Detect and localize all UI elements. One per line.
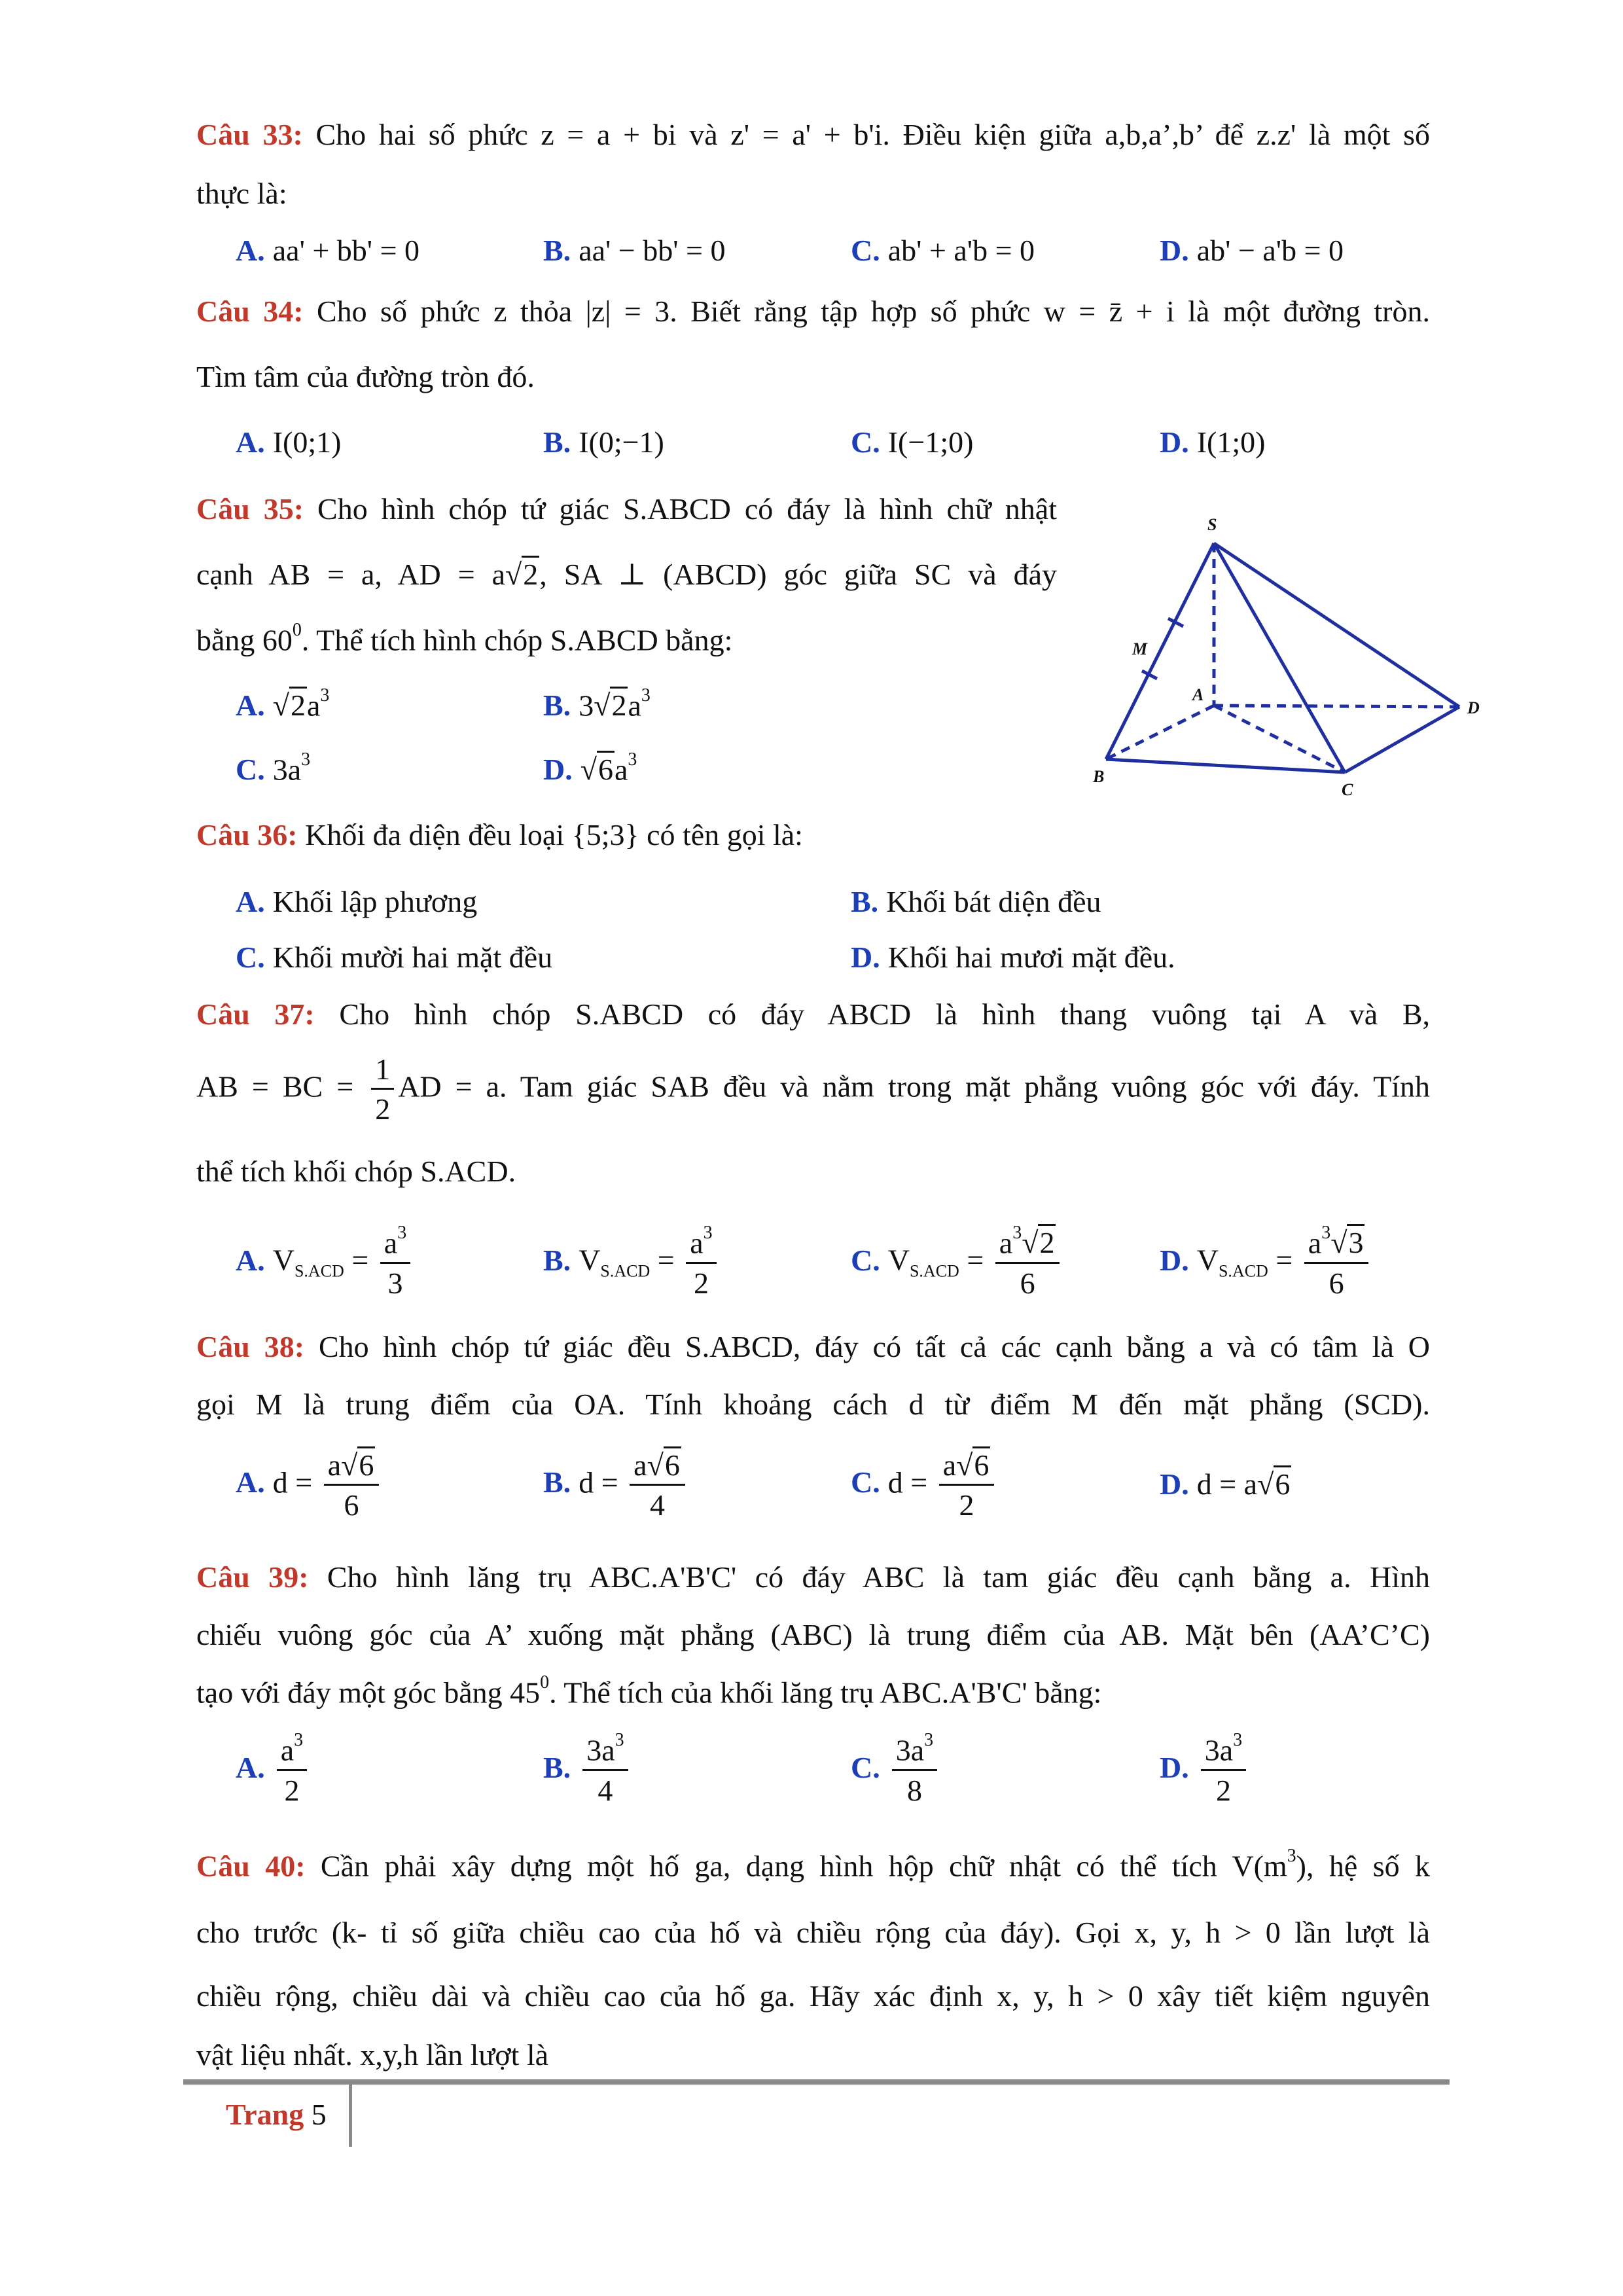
q34-line2: Tìm tâm của đường tròn đó. [196, 360, 535, 393]
edge-SB [1106, 543, 1214, 759]
q33-option-d: D. ab' − a'b = 0 [1160, 234, 1344, 267]
label-M: M [1132, 639, 1148, 658]
q34-formula-abs: |z| = 3 [585, 295, 670, 328]
q33-option-c: C. ab' + a'b = 0 [851, 234, 1035, 267]
q38-option-c: C. d = $\frac{a√6}{2}$ [851, 1450, 998, 1522]
q34-formula-w: w = z̄ + i [1043, 295, 1175, 328]
page-footer [226, 2097, 327, 2132]
q38-label: Câu 38: [196, 1330, 305, 1363]
q37-option-d: D. $V_{S.ACD}$ = $\frac{a^3√3}{6}$ [1160, 1227, 1372, 1299]
footer-rule [183, 2079, 1450, 2085]
q36-option-d: D. Khối hai mươi mặt đều. [851, 941, 1175, 974]
q38-option-b: B. d = $\frac{a√6}{4}$ [543, 1450, 689, 1522]
q36-line1: Câu 36: Khối đa diện đều loại {5;3} có tên gọi là: [196, 818, 803, 852]
page-number: 5 [311, 2098, 327, 2131]
q39-line3: tạo với đáy một góc bằng $45^0$. Thể tích của khối lăng trụ ABC.A'B'C' bằng: [196, 1672, 1102, 1710]
edge-AB [1106, 706, 1214, 759]
q39-label: Câu 39: [196, 1560, 309, 1594]
edge-CD [1345, 707, 1459, 772]
q40-line1: Câu 40: Cần phải xây dựng một hố ga, dạng hình hộp chữ nhật có thể tích $V(m^3)$, hệ số k [196, 1846, 1430, 1883]
q34-option-b: B. I(0;−1) [543, 425, 664, 459]
q37-option-c: C. $V_{S.ACD}$ = $\frac{a^3√2}{6}$ [851, 1227, 1063, 1299]
q34-label: Câu 34: [196, 295, 304, 328]
q34-option-c: C. I(−1;0) [851, 425, 974, 459]
q37-label: Câu 37: [196, 997, 315, 1031]
q37-option-a: A. $V_{S.ACD}$ = $\frac{a^3}{3}$ [236, 1227, 414, 1299]
q33-formula-z2: z' = a' + b'i [730, 118, 883, 151]
edge-SD [1214, 543, 1459, 707]
q37-line1: Câu 37: Cho hình chóp S.ABCD có đáy ABCD là hình thang vuông tại A và B, [196, 997, 1431, 1031]
footer-divider [349, 2085, 352, 2147]
q34-option-d: D. I(1;0) [1160, 425, 1266, 459]
q33-formula-zz: z.z' [1256, 118, 1296, 151]
q38-line2: gọi M là trung điểm của OA. Tính khoảng cách d từ điểm M đến mặt phẳng (SCD). [196, 1388, 1430, 1421]
q35-option-c: C. $3a^3$ [236, 749, 311, 787]
q33-label: Câu 33: [196, 118, 303, 151]
q34-option-a: A. I(0;1) [236, 425, 342, 459]
q37-line2: AB = BC = $\frac{1}{2}$ AD = a. Tam giác SAB đều và nằm trong mặt phẳng vuông góc với đáy. Tính [196, 1052, 1430, 1126]
q40-line4: vật liệu nhất. x,y,h lần lượt là [196, 2038, 549, 2072]
q35-line1: Câu 35: Cho hình chóp tứ giác S.ABCD có đáy là hình chữ nhật [196, 492, 1057, 526]
q36-option-c: C. Khối mười hai mặt đều [236, 941, 553, 974]
q38-option-d: D. d = a√6 [1160, 1469, 1291, 1499]
q35-label: Câu 35: [196, 492, 304, 526]
q36-formula: {5;3} [571, 818, 639, 852]
q38-line1: Câu 38: Cho hình chóp tứ giác đều S.ABCD, đáy có tất cả các cạnh bằng a và có tâm là O [196, 1330, 1430, 1363]
q38-option-a: A. d = $\frac{a√6}{6}$ [236, 1450, 383, 1522]
q40-line3: chiều rộng, chiều dài và chiều cao của hố ga. Hãy xác định x, y, h > 0 xây tiết kiệm nguyên [196, 1979, 1430, 2013]
edge-SC [1214, 543, 1345, 772]
label-C: C [1342, 780, 1353, 798]
q35-option-d: D. $√6a^3$ [543, 749, 637, 787]
q35-option-b: B. $3√2a^3$ [543, 685, 651, 723]
edge-AD [1214, 706, 1459, 707]
label-S: S [1207, 515, 1217, 534]
q39-line1: Câu 39: Cho hình lăng trụ ABC.A'B'C' có đáy ABC là tam giác đều cạnh bằng a. Hình [196, 1560, 1430, 1594]
label-B: B [1093, 767, 1105, 786]
q33-option-b: B. aa' − bb' = 0 [543, 234, 726, 267]
footer-label-text: Trang [226, 2098, 304, 2131]
pyramid-diagram [1080, 511, 1486, 798]
q35-line2: cạnh AB = a, AD = a√2, SA ⊥ (ABCD) góc giữa SC và đáy [196, 560, 1057, 590]
q33-line1: Câu 33: Cho hai số phức z = a + bi và z' = a' + b'i. Điều kiện giữa a,b,a’,b’ để z.z' là một số [196, 118, 1431, 151]
pyramid-figure [1080, 511, 1486, 798]
edge-BC [1106, 759, 1345, 772]
q36-option-a: A. Khối lập phương [236, 885, 478, 918]
label-D: D [1467, 698, 1480, 717]
q36-label: Câu 36: [196, 818, 298, 852]
q40-label: Câu 40: [196, 1849, 306, 1883]
q33-option-a: A. aa' + bb' = 0 [236, 234, 420, 267]
q33-line2: thực là: [196, 177, 287, 210]
q39-option-c: C. $\frac{3a^3}{8}$ [851, 1734, 941, 1806]
q34-line1: Câu 34: Cho số phức z thỏa |z| = 3. Biết rằng tập hợp số phức w = z̄ + i là một đường tròn. [196, 295, 1431, 328]
q37-option-b: B. $V_{S.ACD}$ = $\frac{a^3}{2}$ [543, 1227, 721, 1299]
q39-option-d: D. $\frac{3a^3}{2}$ [1160, 1734, 1250, 1806]
q39-option-b: B. $\frac{3a^3}{4}$ [543, 1734, 632, 1806]
q39-option-a: A. $\frac{a^3}{2}$ [236, 1734, 311, 1806]
q37-line3: thể tích khối chóp S.ACD. [196, 1155, 516, 1188]
q33-formula-z: z = a + bi [541, 118, 677, 151]
q35-option-a: A. $√2a^3$ [236, 685, 330, 723]
label-A: A [1192, 685, 1204, 704]
q35-line3: bằng $60^0$. Thể tích hình chóp S.ABCD bằng: [196, 620, 733, 657]
q39-line2: chiếu vuông góc của A’ xuống mặt phẳng (ABC) là trung điểm của AB. Mặt bên (AA’C’C) [196, 1618, 1430, 1651]
q36-option-b: B. Khối bát diện đều [851, 885, 1101, 918]
q40-line2: cho trước (k- tỉ số giữa chiều cao của hố và chiều rộng của đáy). Gọi x, y, h > 0 lần lượt là [196, 1916, 1430, 1949]
